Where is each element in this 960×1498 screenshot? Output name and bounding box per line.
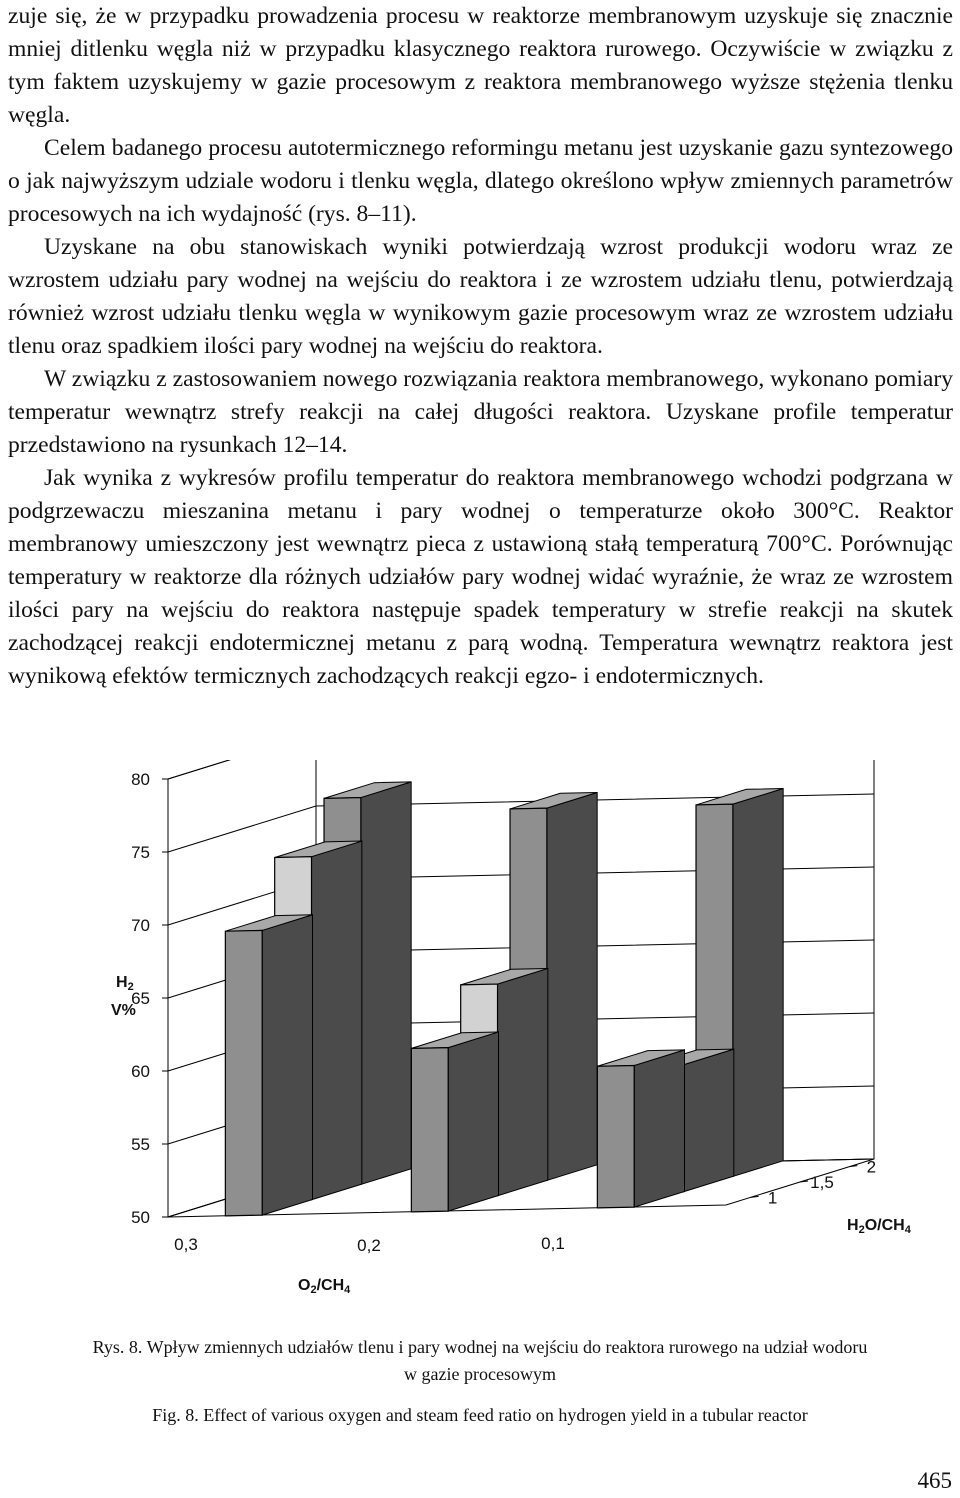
figure-caption-english: Fig. 8. Effect of various oxygen and steam feed ratio on hydrogen yield in a tubular reactor [152, 1405, 808, 1425]
y-tick-label-1: 55 [131, 1135, 150, 1154]
z-tick-label-0: 1 [767, 1188, 778, 1208]
y-axis-label-line1: H2 [116, 974, 134, 993]
bar-side [312, 841, 362, 1200]
bar-side [262, 915, 312, 1215]
paragraph-1: zuje się, że w przypadku prowadzenia procesu w reaktorze membranowym uzyskuje się znacznie mniej ditlenku węgla niż w przypadku klasycznego reaktora rurowego. Oczywiście w związku z tym faktem uzyskujemy w gazie procesowym z reaktora membranowego wyższe stężenia tlenku węgla. [8, 3, 953, 128]
hydrogen-yield-3d-bar-chart [0, 760, 960, 1320]
x-axis-ticks [174, 1234, 565, 1255]
figure-caption-polish [0, 1334, 960, 1388]
body-text [8, 0, 953, 693]
paragraph-4: W związku z zastosowaniem nowego rozwiązania reaktora membranowego, wykonano pomiary temperatur wewnątrz strefy reakcji na całej długości reaktora. Uzyskane profile temperatur przedstawiono na rysunkach 12–14. [8, 366, 953, 458]
bar-front [597, 1065, 634, 1207]
x-axis-label: O2/CH4 [298, 1277, 351, 1296]
y-tick-label-3: 65 [131, 989, 150, 1008]
bar-2-0 [597, 1050, 684, 1208]
caption-pl-line2: w gazie procesowym [404, 1364, 556, 1384]
bar-side [361, 782, 411, 1185]
x-tick-label-1: 0,2 [357, 1236, 381, 1255]
z-tick-label-1: 1,5 [810, 1173, 834, 1192]
y-tick-label-4: 70 [131, 916, 150, 935]
bar-side [498, 968, 548, 1195]
y-tick-label-5: 75 [131, 843, 150, 862]
bar-front [411, 1048, 448, 1212]
y-tick-label-0: 50 [131, 1208, 150, 1227]
bar-side [733, 789, 783, 1177]
x-tick-label-2: 0,1 [541, 1234, 565, 1253]
caption-pl-line1: Rys. 8. Wpływ zmiennych udziałów tlenu i pary wodnej na wejściu do reaktora rurowego na udział wodoru [92, 1337, 868, 1357]
depth-axis-label: H2O/CH4 [847, 1217, 911, 1236]
bar-side [634, 1050, 684, 1207]
page-number: 465 [917, 1468, 952, 1493]
bar-0-0 [225, 915, 312, 1216]
y-tick-label-6: 80 [131, 770, 150, 789]
y-axis-label-line2: V% [111, 1002, 136, 1019]
z-tick-label-2: 2 [866, 1157, 877, 1177]
bar-front [225, 930, 262, 1215]
paragraph-2: Celem badanego procesu autotermicznego reformingu metanu jest uzyskanie gazu syntezowego o jak najwyższym udziale wodoru i tlenku węgla, dlatego określono wpływ zmiennych parametrów procesowych na ich wydajność (rys. 8–11). [8, 135, 953, 227]
bar-side [448, 1032, 498, 1211]
figure-8-chart [0, 760, 960, 1320]
bar-side [684, 1049, 734, 1192]
y-tick-label-2: 60 [131, 1062, 150, 1081]
bar-side [547, 793, 597, 1181]
bar-1-0 [411, 1032, 498, 1212]
paragraph-5: Jak wynika z wykresów profilu temperatur do reaktora membranowego wchodzi podgrzana w podgrzewaczu mieszanina metanu i pary wodnej o temperaturze około 300°C. Reaktor membranowy umieszczony jest wewnątrz pieca z ustawioną stałą temperaturą 700°C. Porównując temperatury w reaktorze dla różnych udziałów pary wodnej widać wyraźnie, że wraz ze wzrostem ilości pary na wejściu do reaktora następuje spadek temperatury w strefie reakcji na skutek zachodzącej reakcji endotermicznej metanu z parą wodną. Temperatura wewnątrz reaktora jest wynikową efektów termicznych zachodzących reakcji egzo- i endotermicznych. [8, 465, 953, 689]
x-tick-label-0: 0,3 [174, 1235, 198, 1254]
paragraph-3: Uzyskane na obu stanowiskach wyniki potwierdzają wzrost produkcji wodoru wraz ze wzrostem udziału pary wodnej na wejściu do reaktora i ze wzrostem udziału tlenu, potwierdzają również wzrost udziału tlenku węgla w wynikowym gazie procesowym wraz ze wzrostem udziału tlenu oraz spadkiem ilości pary wodnej na wejściu do reaktora. [8, 234, 953, 359]
